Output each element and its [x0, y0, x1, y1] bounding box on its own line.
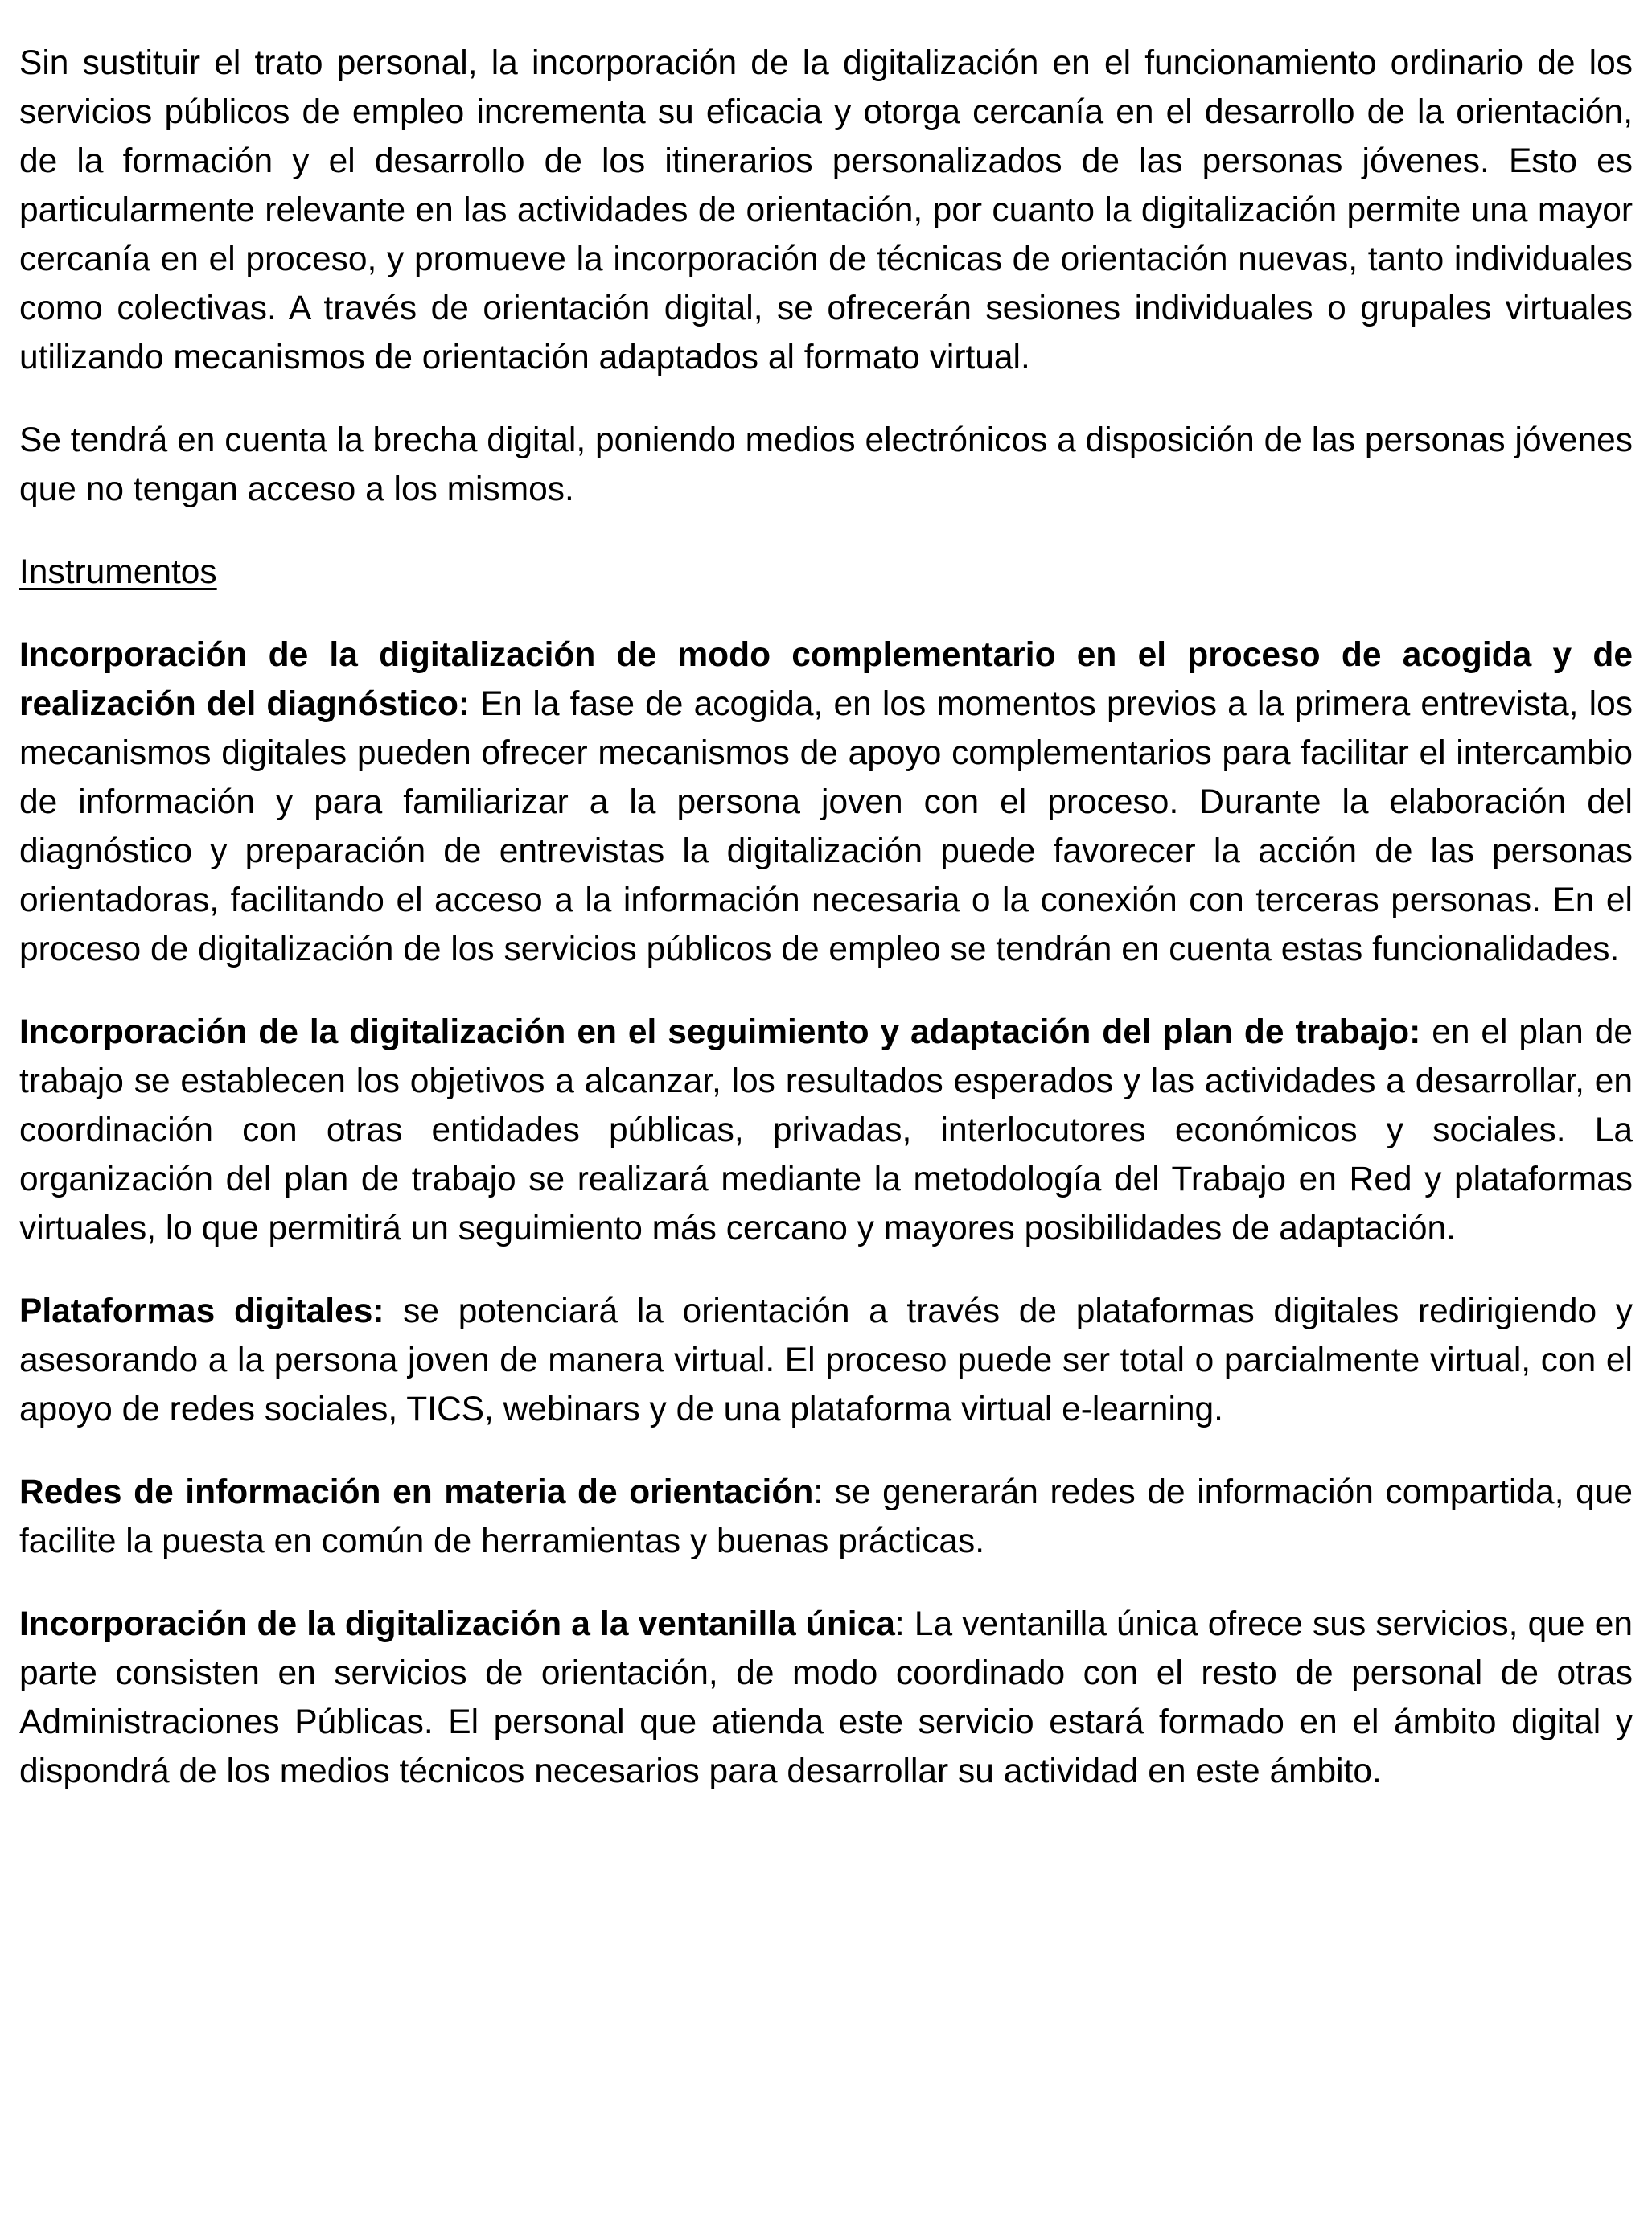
document-page — [19, 39, 1633, 1796]
instrument-description: se potenciará la orientación a través de plataformas digitales redirigiendo y asesorando a la persona joven de manera virtual. El proceso puede ser total o parcialmente virtual, con el apoyo de redes sociales, TICS, webinars y de una plataforma virtual e-learning. — [19, 1292, 1633, 1428]
instrument-description: En la fase de acogida, en los momentos previos a la primera entrevista, los mecanismos digitales pueden ofrecer mecanismos de apoyo complementarios para facilitar el intercambio de información y para familiarizar a la persona joven con el proceso. Durante la elaboración del diagnóstico y preparación de entrevistas la digitalización puede favorecer la acción de las personas orientadoras, facilitando el acceso a la información necesaria o la conexión con terceras personas. En el proceso de digitalización de los servicios públicos de empleo se tendrán en cuenta estas funcionalidades. — [19, 685, 1633, 968]
instrument-redes-informacion — [19, 1468, 1633, 1566]
instrument-description: en el plan de trabajo se establecen los objetivos a alcanzar, los resultados esperados y las actividades a desarrollar, en coordinación con otras entidades públicas, privadas, interlocutores económicos y sociales. La organización del plan de trabajo se realizará mediante la metodología del Trabajo en Red y plataformas virtuales, lo que permitirá un seguimiento más cercano y mayores posibilidades de adaptación. — [19, 1013, 1633, 1247]
instrument-plataformas-digitales — [19, 1287, 1633, 1434]
instrument-title: Incorporación de la digitalización en el seguimiento y adaptación del plan de trabajo: — [19, 1013, 1421, 1051]
paragraph-intro-digitalizacion: Sin sustituir el trato personal, la incorporación de la digitalización en el funcionamiento ordinario de los servicios públicos de empleo incrementa su eficacia y otorga cercanía en el desarrollo de la orientación, de la formación y el desarrollo de los itinerarios personalizados de las personas jóvenes. Esto es particularmente relevante en las actividades de orientación, por cuanto la digitalización permite una mayor cercanía en el proceso, y promueve la incorporación de técnicas de orientación nuevas, tanto individuales como colectivas. A través de orientación digital, se ofrecerán sesiones individuales o grupales virtuales utilizando mecanismos de orientación adaptados al formato virtual. — [19, 44, 1633, 376]
instrumentos-heading-text: Instrumentos — [19, 553, 217, 591]
instrument-title: Redes de información en materia de orientación — [19, 1473, 814, 1511]
section-heading-instrumentos — [19, 548, 1633, 597]
instrument-title: Incorporación de la digitalización a la ventanilla única — [19, 1605, 895, 1643]
instrument-ventanilla-unica — [19, 1600, 1633, 1796]
instrument-title: Incorporación de la digitalización de modo complementario en el proceso de acogida y de realización del diagnóstico: — [19, 636, 1633, 723]
paragraph-brecha-digital: Se tendrá en cuenta la brecha digital, poniendo medios electrónicos a disposición de las personas jóvenes que no tengan acceso a los mismos. — [19, 421, 1633, 508]
instrument-acogida-diagnostico — [19, 631, 1633, 974]
instrument-description: : La ventanilla única ofrece sus servicios, que en parte consisten en servicios de orientación, de modo coordinado con el resto de personal de otras Administraciones Públicas. El personal que atienda este servicio estará formado en el ámbito digital y dispondrá de los medios técnicos necesarios para desarrollar su actividad en este ámbito. — [19, 1605, 1633, 1790]
instrument-seguimiento-plan — [19, 1008, 1633, 1253]
instrument-description: : se generarán redes de información compartida, que facilite la puesta en común de herramientas y buenas prácticas. — [19, 1473, 1633, 1560]
instrument-title: Plataformas digitales: — [19, 1292, 384, 1330]
